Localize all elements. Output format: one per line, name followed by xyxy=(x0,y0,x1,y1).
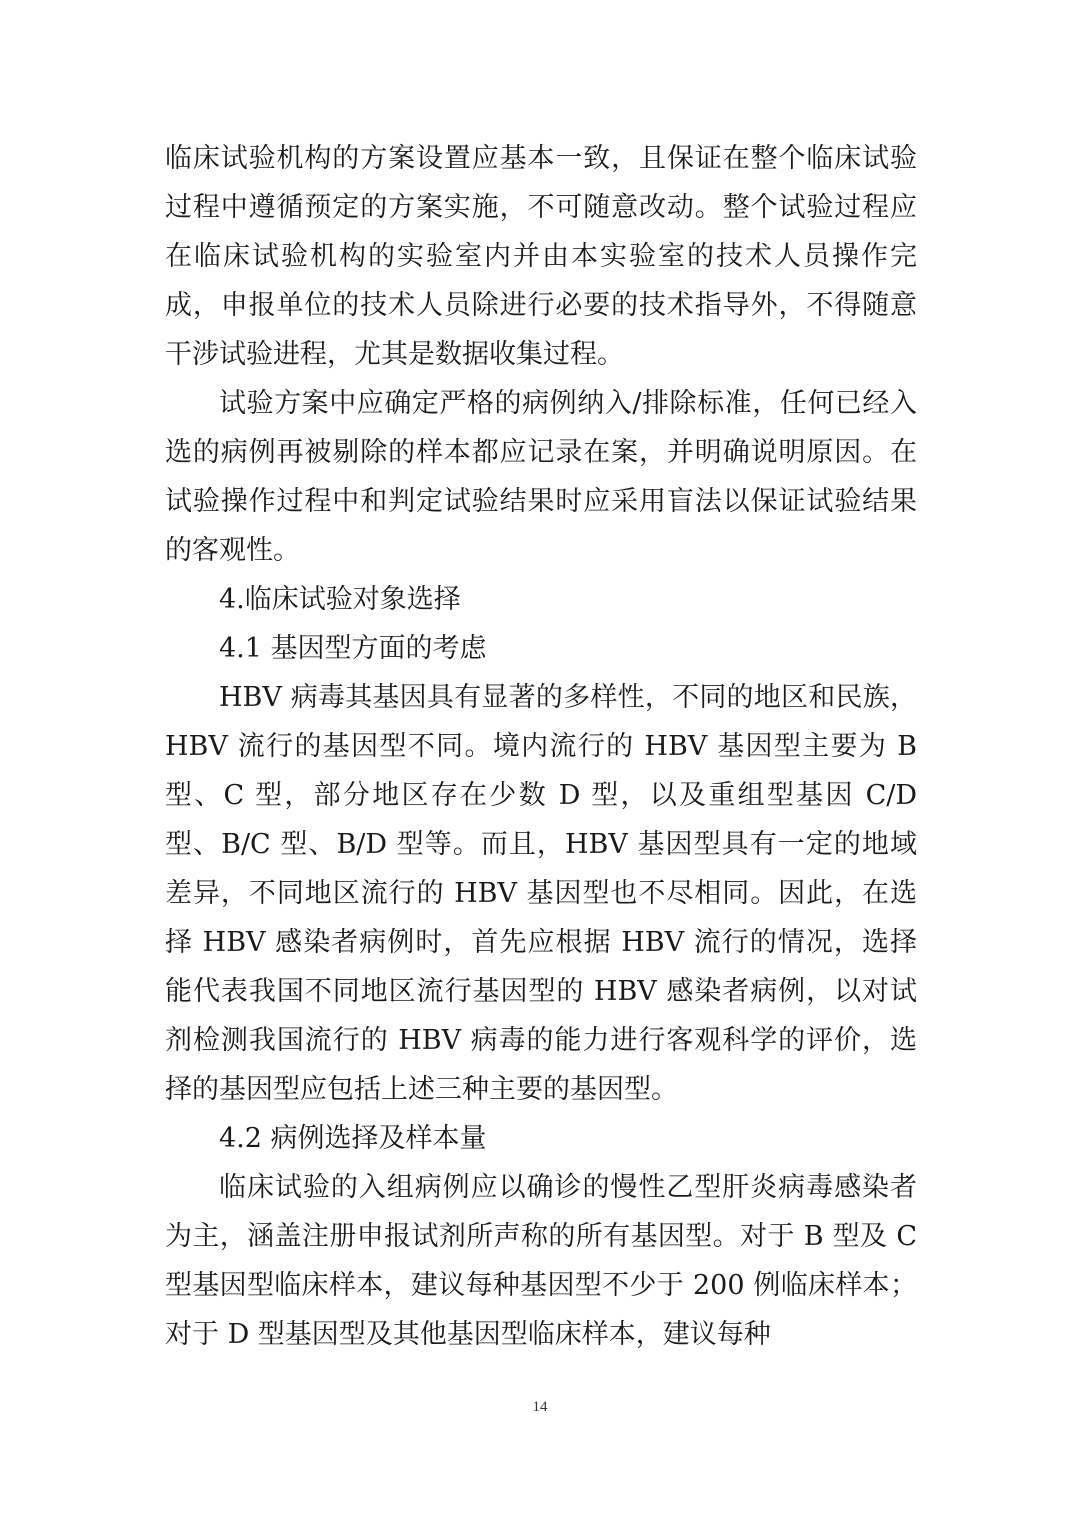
section-heading-4-1: 4.1 基因型方面的考虑 xyxy=(219,633,487,664)
paragraph-hbv-genotype: HBV 病毒其基因具有显著的多样性，不同的地区和民族，HBV 流行的基因型不同。境内流行的 HBV 基因型主要为 B 型、C 型，部分地区存在少数 D 型，以及重组型基因 C/D 型、B/C 型、B/D 型等。而且，HBV 基因型具有一定的地域差异，不同地区流行的 HBV 基因型也不尽相同。因此，在选择 HBV 感染者病例时，首先应根据 HBV 流行的情况，选择能代表我国不同地区流行基因型的 HBV 感染者病例，以对试剂检测我国流行的 HBV 病毒的能力进行客观科学的评价，选择的基因型应包括上述三种主要的基因型。 xyxy=(165,682,917,1105)
paragraph-inclusion-criteria: 试验方案中应确定严格的病例纳入/排除标准，任何已经入选的病例再被剔除的样本都应记录在案，并明确说明原因。在试验操作过程中和判定试验结果时应采用盲法以保证试验结果的客观性。 xyxy=(165,388,917,566)
paragraph-clinical-site-protocol: 临床试验机构的方案设置应基本一致，且保证在整个临床试验过程中遵循预定的方案实施，不可随意改动。整个试验过程应在临床试验机构的实验室内并由本实验室的技术人员操作完成，申报单位的技术人员除进行必要的技术指导外，不得随意干涉试验进程，尤其是数据收集过程。 xyxy=(165,143,917,370)
paragraph-case-selection: 临床试验的入组病例应以确诊的慢性乙型肝炎病毒感染者为主，涵盖注册申报试剂所声称的所有基因型。对于 B 型及 C 型基因型临床样本，建议每种基因型不少于 200 例临床样本；对于 D 型基因型及其他基因型临床样本，建议每种 xyxy=(165,1172,917,1350)
page-number: 14 xyxy=(532,1399,548,1415)
section-heading-4: 4.临床试验对象选择 xyxy=(219,584,461,615)
section-heading-4-2: 4.2 病例选择及样本量 xyxy=(219,1123,487,1154)
body-text xyxy=(165,134,917,1359)
